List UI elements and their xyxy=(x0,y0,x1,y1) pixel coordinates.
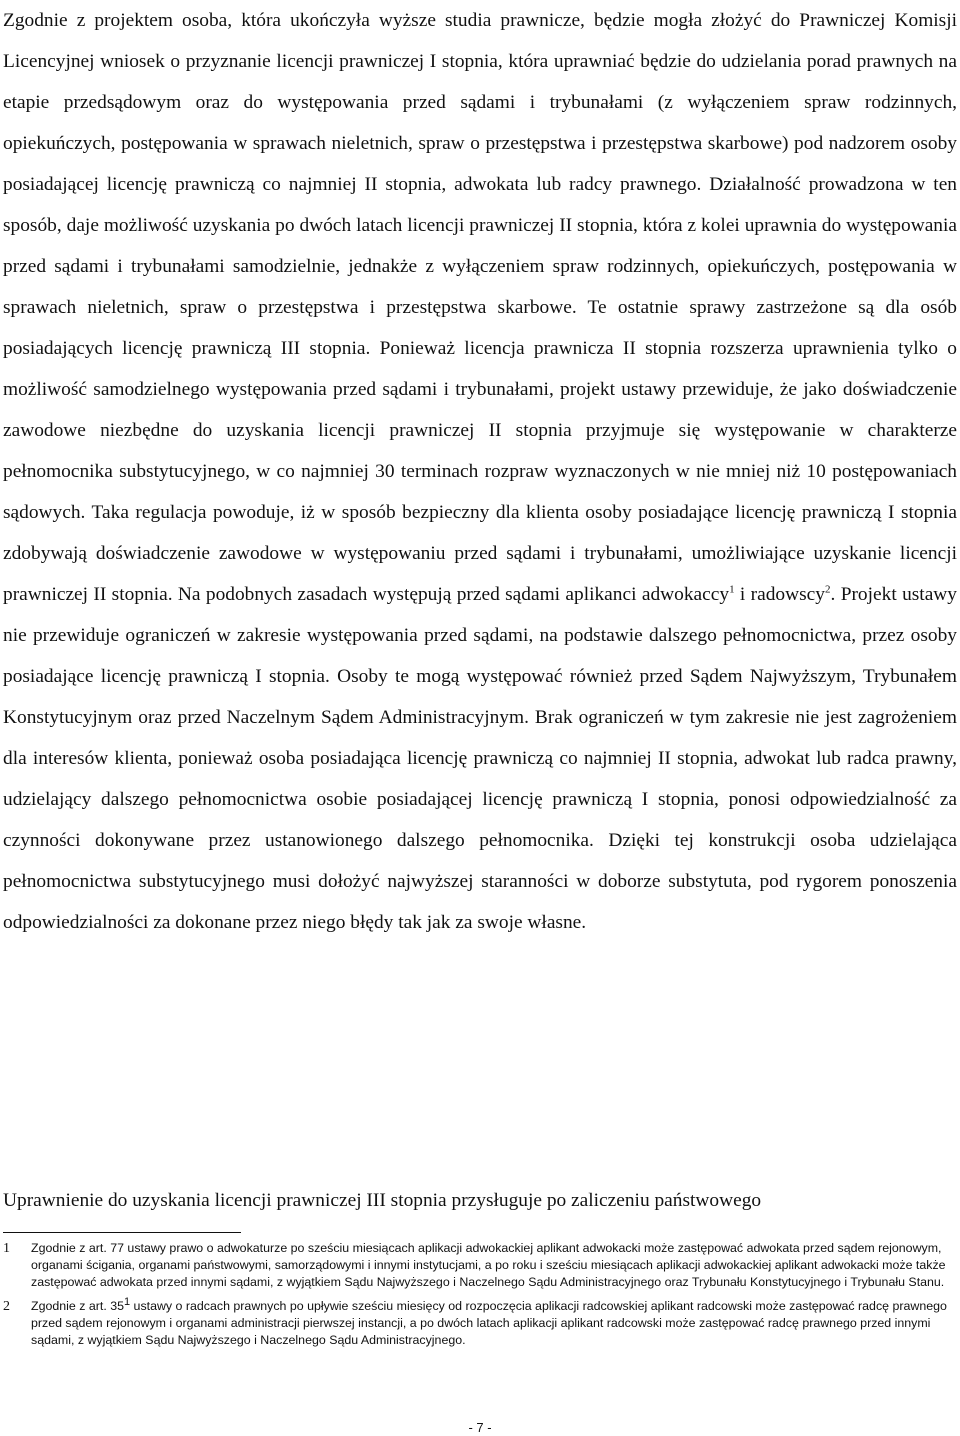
footnote-number: 2 xyxy=(3,1298,10,1314)
footnote-separator xyxy=(3,1232,241,1233)
body-text: . Projekt ustawy nie przewiduje ograniczeń w zakresie występowania przed sądami, na podstawie dalszego pełnomocnictwa, przez osoby posiadające licencję prawniczą I stopnia. Osoby te mogą występować również przed Sądem Najwyższym, Trybunałem Konstytucyjnym oraz przed Naczelnym Sądem Administracyjnym. Brak ograniczeń w tym zakresie nie jest zagrożeniem dla interesów klienta, ponieważ osoba posiadająca licencję prawniczą co najmniej II stopnia, adwokat lub radca prawny, udzielający dalszego pełnomocnictwa osobie posiadającej licencję prawniczą I stopnia, ponosi odpowiedzialność za czynności dokonywane przez ustanowionego dalszego pełnomocnika. Dzięki tej konstrukcji osoba udzielająca pełnomocnictwa substytucyjnego musi dołożyć najwyższej staranności w doborze substytuta, pod rygorem ponoszenia odpowiedzialności za dokonane przez niego błędy tak jak za swoje własne. xyxy=(3,584,957,933)
footnote-ref-1[interactable]: 1 xyxy=(729,583,735,596)
body-paragraph xyxy=(3,0,957,943)
footnote-number: 1 xyxy=(3,1241,10,1256)
footnote-2 xyxy=(3,1295,957,1350)
body-text: i radowscy xyxy=(734,584,825,605)
footnotes xyxy=(3,1240,957,1355)
footnote-text: Zgodnie z art. 77 ustawy prawo o adwokaturze po sześciu miesiącach aplikacji adwokackiej aplikant adwokacki może zastępować adwokata przed sądem rejonowym, organami ścigania, organami państwowymi, samorządowymi i innymi instytucjami, a po roku i sześciu miesiącach aplikacji adwokackiej aplikant adwokacki może także zastępować adwokata przed innymi sądami, z wyjątkiem Sądu Najwyższego i Naczelnego Sądu Administracyjnego oraz Trybunału Konstytucyjnego i Trybunału Stanu. xyxy=(31,1241,946,1290)
body-text: Zgodnie z projektem osoba, która ukończyła wyższe studia prawnicze, będzie mogła złożyć do Prawniczej Komisji Licencyjnej wniosek o przyznanie licencji prawniczej I stopnia, która uprawniać będzie do udzielania porad prawnych na etapie przedsądowym oraz do występowania przed sądami i trybunałami (z wyłączeniem spraw rodzinnych, opiekuńczych, postępowania w sprawach nieletnich, spraw o przestępstwa i przestępstwa skarbowe) pod nadzorem osoby posiadającej licencję prawniczą co najmniej II stopnia, adwokata lub radcy prawnego. Działalność prowadzona w ten sposób, daje możliwość uzyskania po dwóch latach licencji prawniczej II stopnia, która z kolei uprawnia do występowania przed sądami i trybunałami samodzielnie, jednakże z wyłączeniem spraw rodzinnych, opiekuńczych, postępowania w sprawach nieletnich, spraw o przestępstwa i przestępstwa skarbowe. Te ostatnie sprawy zastrzeżone są dla osób posiadających licencję prawniczą III stopnia. Ponieważ licencja prawnicza II stopnia rozszerza uprawnienia tylko o możliwość samodzielnego występowania przed sądami i trybunałami, projekt ustawy przewiduje, że jako doświadczenie zawodowe niezbędne do uzyskania licencji prawniczej II stopnia przyjmuje się występowanie w charakterze pełnomocnika substytucyjnego, w co najmniej 30 terminach rozpraw wyznaczonych w nie mniej niż 10 postępowaniach sądowych. Taka regulacja powoduje, iż w sposób bezpieczny dla klienta osoby posiadające licencję prawniczą I stopnia zdobywają doświadczenie zawodowe w występowaniu przed sądami i trybunałami, umożliwiające uzyskanie licencji prawniczej II stopnia. Na podobnych zasadach występują przed sądami aplikanci adwokaccy xyxy=(3,10,957,605)
footnote-text-part: Zgodnie z art. 35 xyxy=(31,1298,124,1313)
footnote-1 xyxy=(3,1240,957,1292)
footnote-text xyxy=(31,1295,957,1350)
footnote-text-part: ustawy o radcach prawnych po upływie sześciu miesięcy od rozpoczęcia aplikacji radcowskiej aplikant radcowski może zastępować radcę prawnego przed sądem rejonowym i organami administracji pierwszej instancji, a po dwóch latach aplikacji aplikant radcowski może zastępować radcę prawnego przed innymi sądami, z wyjątkiem Sądu Najwyższego i Naczelnego Sądu Administracyjnego. xyxy=(31,1298,947,1348)
page-number: - 7 - xyxy=(468,1420,492,1435)
footnote-superscript: 1 xyxy=(123,1295,131,1308)
next-paragraph: Uprawnienie do uzyskania licencji prawniczej III stopnia przysługuje po zaliczeniu państwowego xyxy=(3,1190,762,1211)
footnote-ref-2[interactable]: 2 xyxy=(824,583,831,596)
